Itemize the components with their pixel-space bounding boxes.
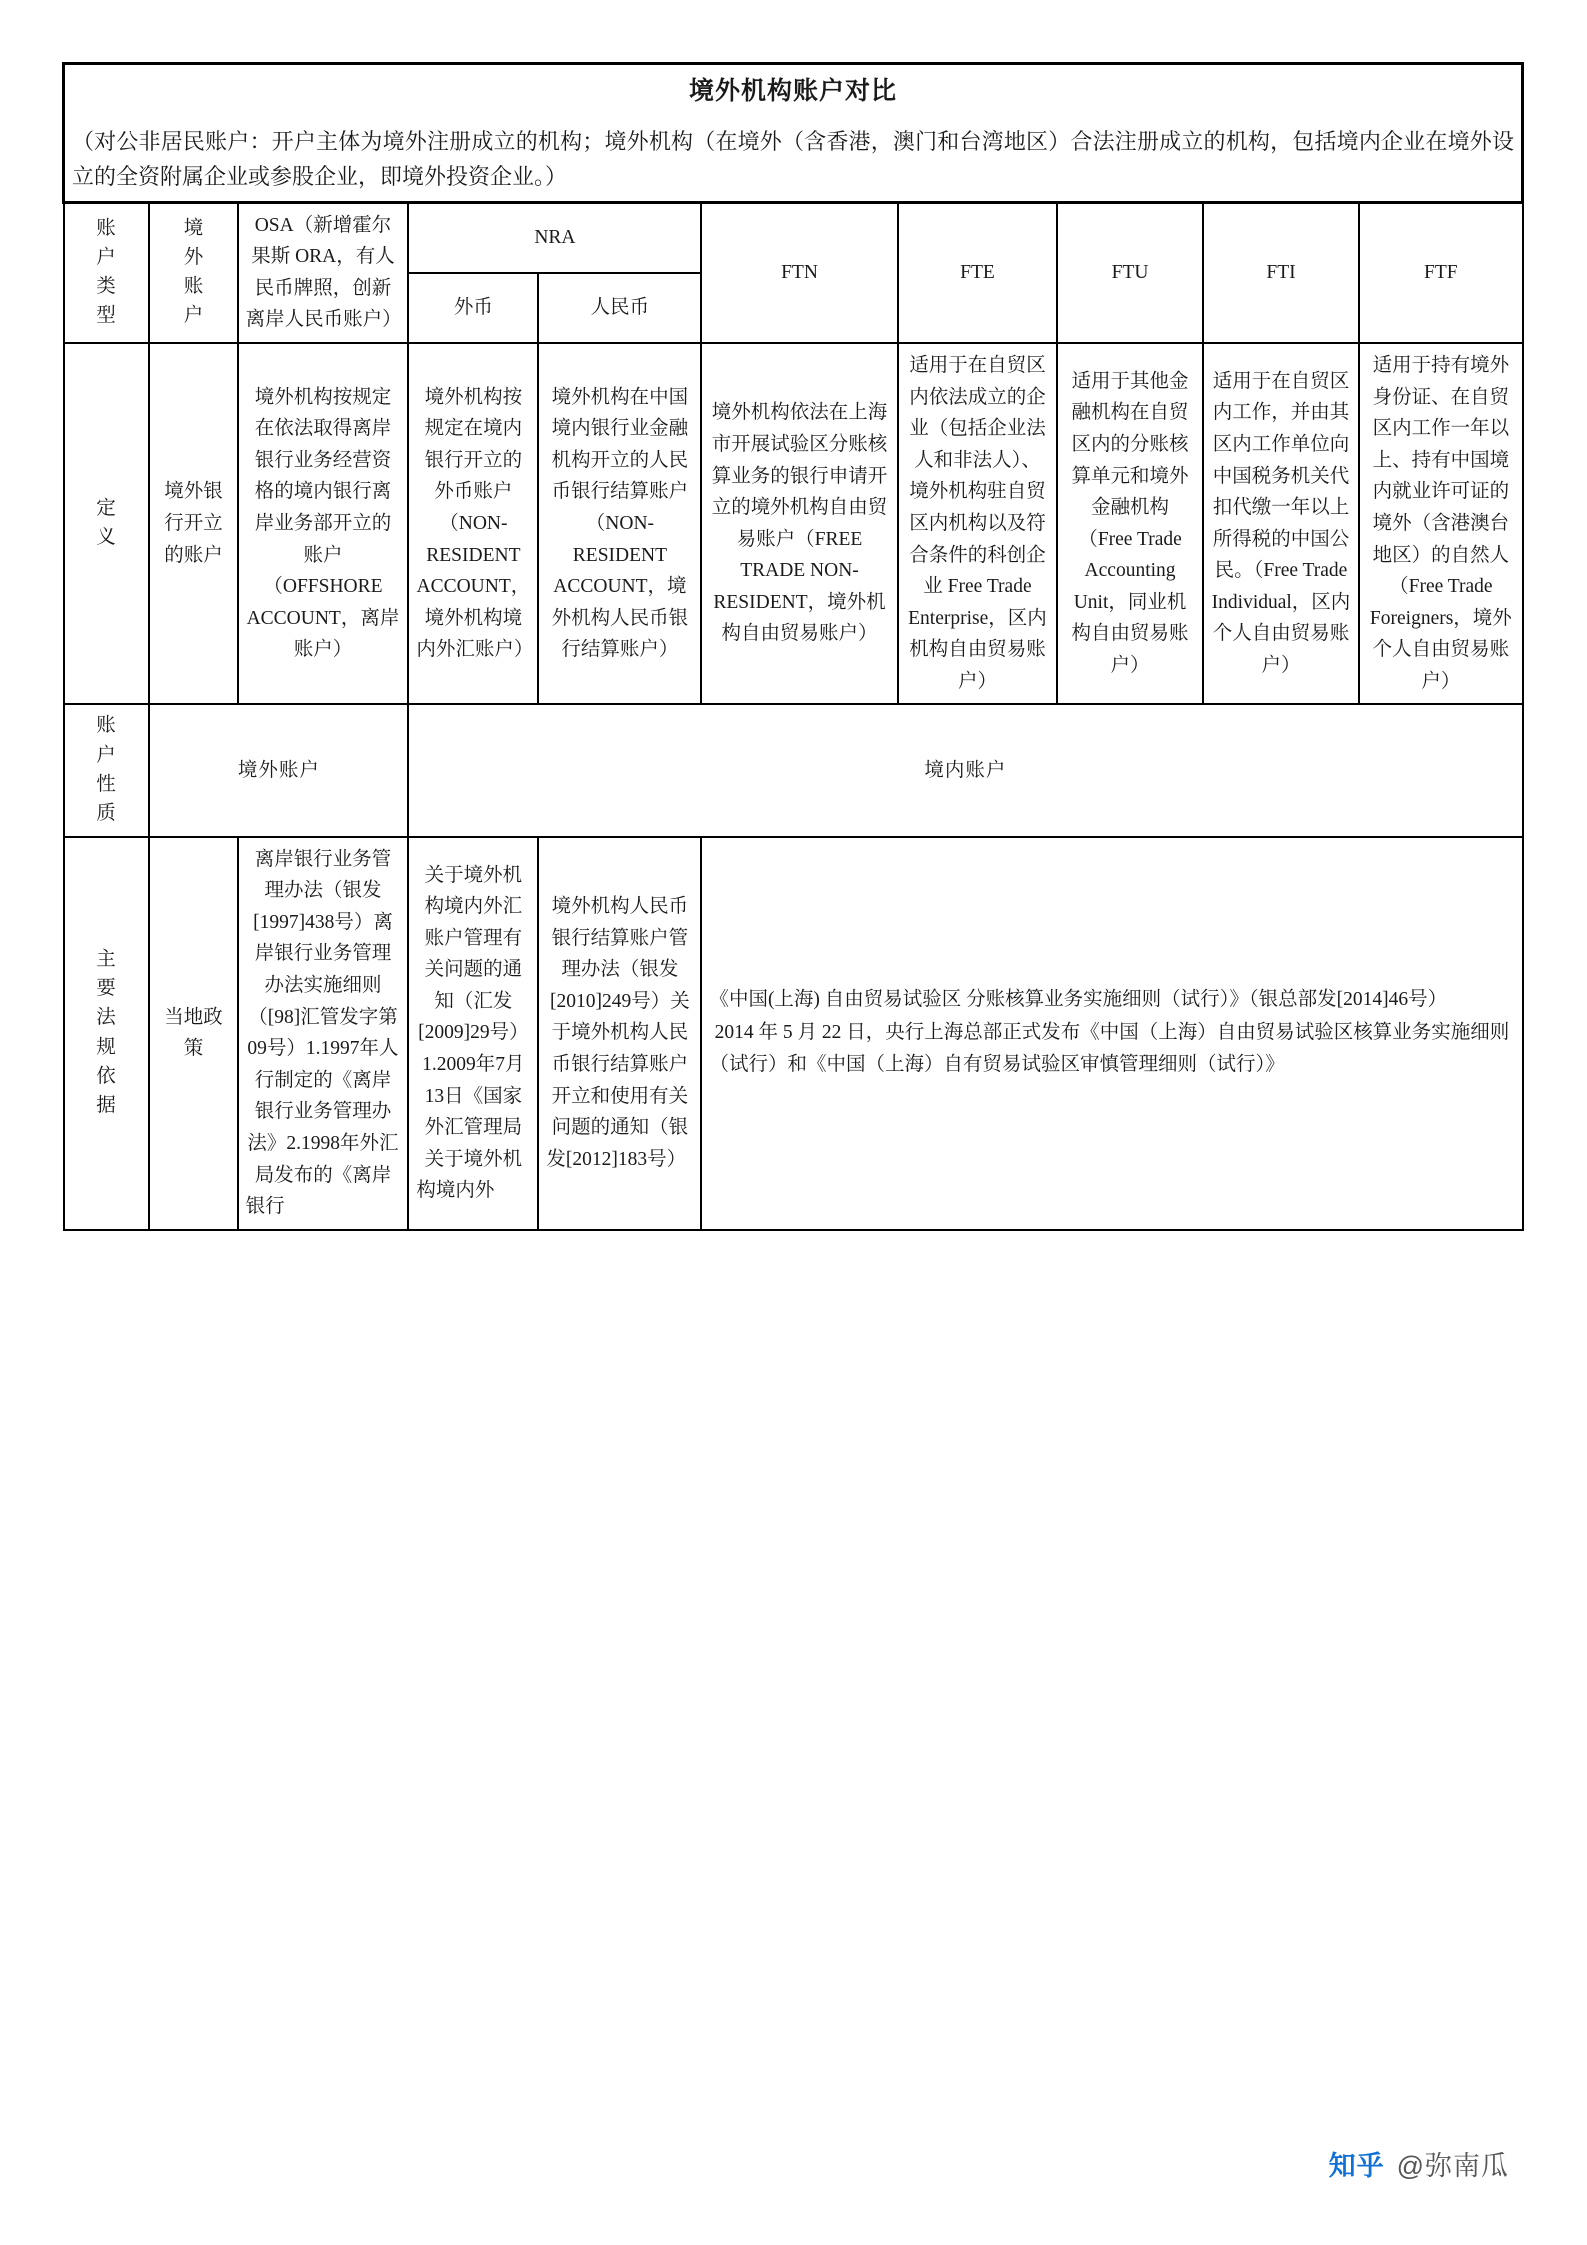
definition-overseas-account: 境外银行开立的账户 bbox=[149, 343, 237, 704]
definition-ftu: 适用于其他金融机构在自贸区内的分账核算单元和境外金融机构（Free Trade Accounting Unit，同业机构自由贸易账户） bbox=[1057, 343, 1202, 704]
legal-basis-row bbox=[64, 837, 1523, 1230]
definition-osa: 境外机构按规定在依法取得离岸银行业务经营资格的境内银行离岸业务部开立的账户（OFFSHORE ACCOUNT，离岸账户） bbox=[238, 343, 409, 704]
legal-nra-rmb: 境外机构人民币银行结算账户管理办法（银发[2010]249号）关于境外机构人民币银行结算账户开立和使用有关问题的通知（银发[2012]183号） bbox=[538, 837, 701, 1230]
definition-nra-rmb: 境外机构在中国境内银行业金融机构开立的人民币银行结算账户（NON-RESIDENT ACCOUNT，境外机构人民币银行结算账户） bbox=[538, 343, 701, 704]
account-nature-row bbox=[64, 704, 1523, 836]
definition-fte: 适用于在自贸区内依法成立的企业（包括企业法人和非法人）、境外机构驻自贸区内机构以及符合条件的科创企业 Free Trade Enterprise，区内机构自由贸易账户） bbox=[898, 343, 1058, 704]
legal-ft-line-2: 2014 年 5 月 22 日，央行上海总部正式发布《中国（上海）自由贸易试验区核算业务实施细则（试行）和《中国（上海）自有贸易试验区审慎管理细则（试行）》 bbox=[709, 1022, 1510, 1075]
title-row bbox=[64, 64, 1523, 203]
definition-row bbox=[64, 343, 1523, 704]
definition-nra-foreign-currency: 境外机构按规定在境内银行开立的外币账户（NON-RESIDENT ACCOUNT，境外机构境内外汇账户） bbox=[408, 343, 538, 704]
watermark-username: @弥南瓜 bbox=[1396, 2151, 1509, 2181]
nature-offshore: 境外账户 bbox=[149, 704, 408, 836]
legal-nra-foreign-currency: 关于境外机构境内外汇账户管理有关问题的通知（汇发[2009]29号）1.2009年7月13日《国家外汇管理局关于境外机构境内外 bbox=[408, 837, 538, 1230]
nature-onshore: 境内账户 bbox=[408, 704, 1522, 836]
zhihu-logo: 知乎 bbox=[1328, 2151, 1385, 2181]
comparison-table-wrapper bbox=[62, 62, 1524, 1231]
legal-ft-line-1: 《中国(上海) 自由贸易试验区 分账核算业务实施细则（试行）》（银总部发[2014]46号） bbox=[709, 988, 1448, 1010]
row-label-legal-basis: 主要法规依据 bbox=[64, 837, 150, 1230]
header-fti: FTI bbox=[1203, 202, 1359, 343]
legal-osa: 离岸银行业务管理办法（银发[1997]438号）离岸银行业务管理办法实施细则（[98]汇管发字第09号）1.1997年人行制定的《离岸银行业务管理办法》2.1998年外汇局发布的《离岸银行 bbox=[238, 837, 409, 1230]
header-nra-group: NRA bbox=[408, 202, 701, 273]
header-ftn: FTN bbox=[701, 202, 897, 343]
row-label-definition: 定义 bbox=[64, 343, 150, 704]
header-osa: OSA（新增霍尔果斯 ORA，有人民币牌照，创新离岸人民币账户） bbox=[238, 202, 409, 343]
document-subtitle: （对公非居民账户：开户主体为境外注册成立的机构；境外机构（在境外（含香港，澳门和台湾地区）合法注册成立的机构，包括境内企业在境外设立的全资附属企业或参股企业，即境外投资企业。） bbox=[72, 128, 1514, 190]
legal-overseas-account: 当地政策 bbox=[149, 837, 237, 1230]
definition-fti: 适用于在自贸区内工作，并由其区内工作单位向中国税务机关代扣代缴一年以上所得税的中国公民。（Free Trade Individual，区内个人自由贸易账户） bbox=[1203, 343, 1359, 704]
header-fte: FTE bbox=[898, 202, 1058, 343]
header-ftu: FTU bbox=[1057, 202, 1202, 343]
row-label-account-type: 账户类型 bbox=[64, 202, 150, 343]
definition-ftn: 境外机构依法在上海市开展试验区分账核算业务的银行申请开立的境外机构自由贸易账户（FREE TRADE NON-RESIDENT，境外机构自由贸易账户） bbox=[701, 343, 897, 704]
page-title: 境外机构账户对比 bbox=[688, 77, 897, 105]
header-nra-foreign-currency: 外币 bbox=[408, 273, 538, 343]
watermark bbox=[1329, 2144, 1509, 2183]
header-nra-rmb: 人民币 bbox=[538, 273, 701, 343]
title-cell bbox=[64, 64, 1523, 203]
header-row-group bbox=[64, 202, 1523, 273]
legal-free-trade-accounts bbox=[701, 837, 1522, 1230]
overseas-account-comparison-table bbox=[62, 62, 1524, 1231]
definition-ftf: 适用于持有境外身份证、在自贸区内工作一年以上、持有中国境内就业许可证的境外（含港澳台地区）的自然人（Free Trade Foreigners，境外个人自由贸易账户） bbox=[1359, 343, 1522, 704]
header-ftf: FTF bbox=[1359, 202, 1522, 343]
header-overseas-account: 境外账户 bbox=[149, 202, 237, 343]
row-label-account-nature: 账户性质 bbox=[64, 704, 150, 836]
